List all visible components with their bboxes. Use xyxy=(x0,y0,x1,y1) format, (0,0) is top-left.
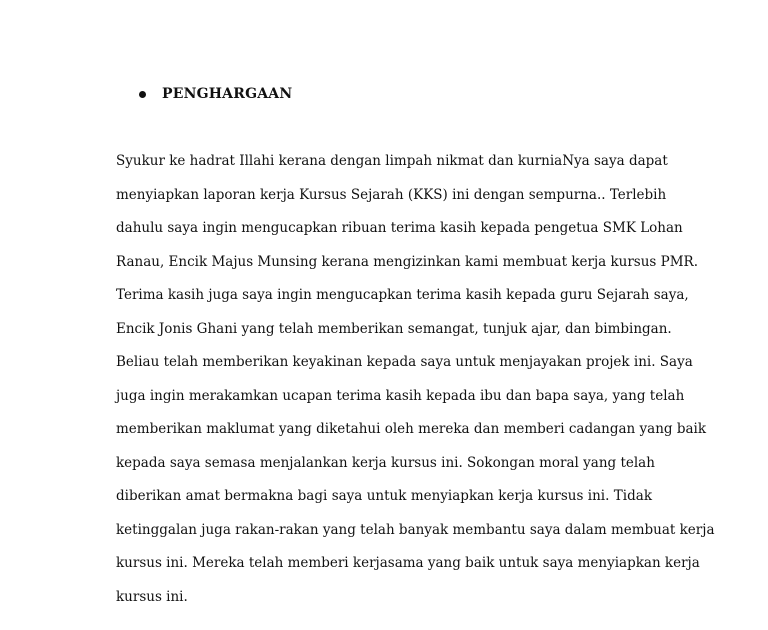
section-heading: PENGHARGAAN xyxy=(162,86,293,102)
paragraph-line: menyiapkan laporan kerja Kursus Sejarah (KKS) ini dengan sempurna.. Terlebih xyxy=(116,186,667,203)
paragraph-line: Encik Jonis Ghani yang telah memberikan semangat, tunjuk ajar, dan bimbingan. xyxy=(116,320,672,337)
bullet-icon xyxy=(139,91,146,98)
paragraph-line: memberikan maklumat yang diketahui oleh mereka dan memberi cadangan yang baik xyxy=(116,421,707,437)
paragraph-line: ketinggalan juga rakan-rakan yang telah banyak membantu saya dalam membuat kerja xyxy=(116,521,715,538)
paragraph-line: kursus ini. xyxy=(116,588,188,605)
paragraph-line: diberikan amat bermakna bagi saya untuk menyiapkan kerja kursus ini. Tidak xyxy=(116,488,652,504)
paragraph-line: juga ingin merakamkan ucapan terima kasih kepada ibu dan bapa saya, yang telah xyxy=(116,387,685,404)
acknowledgement-paragraph xyxy=(116,149,715,618)
paragraph-line: Ranau, Encik Majus Munsing kerana mengizinkan kami membuat kerja kursus PMR. xyxy=(116,253,699,270)
paragraph-line: dahulu saya ingin mengucapkan ribuan terima kasih kepada pengetua SMK Lohan xyxy=(116,220,683,236)
paragraph-line: Syukur ke hadrat Illahi kerana dengan limpah nikmat dan kurniaNya saya dapat xyxy=(116,153,668,169)
paragraph-line: kursus ini. Mereka telah memberi kerjasama yang baik untuk saya menyiapkan kerja xyxy=(116,555,700,571)
paragraph-line: Beliau telah memberikan keyakinan kepada saya untuk menjayakan projek ini. Saya xyxy=(116,354,693,370)
paragraph-line: Terima kasih juga saya ingin mengucapkan terima kasih kepada guru Sejarah saya, xyxy=(116,287,689,303)
paragraph-line: kepada saya semasa menjalankan kerja kursus ini. Sokongan moral yang telah xyxy=(116,454,655,471)
section-heading-row xyxy=(139,84,292,104)
